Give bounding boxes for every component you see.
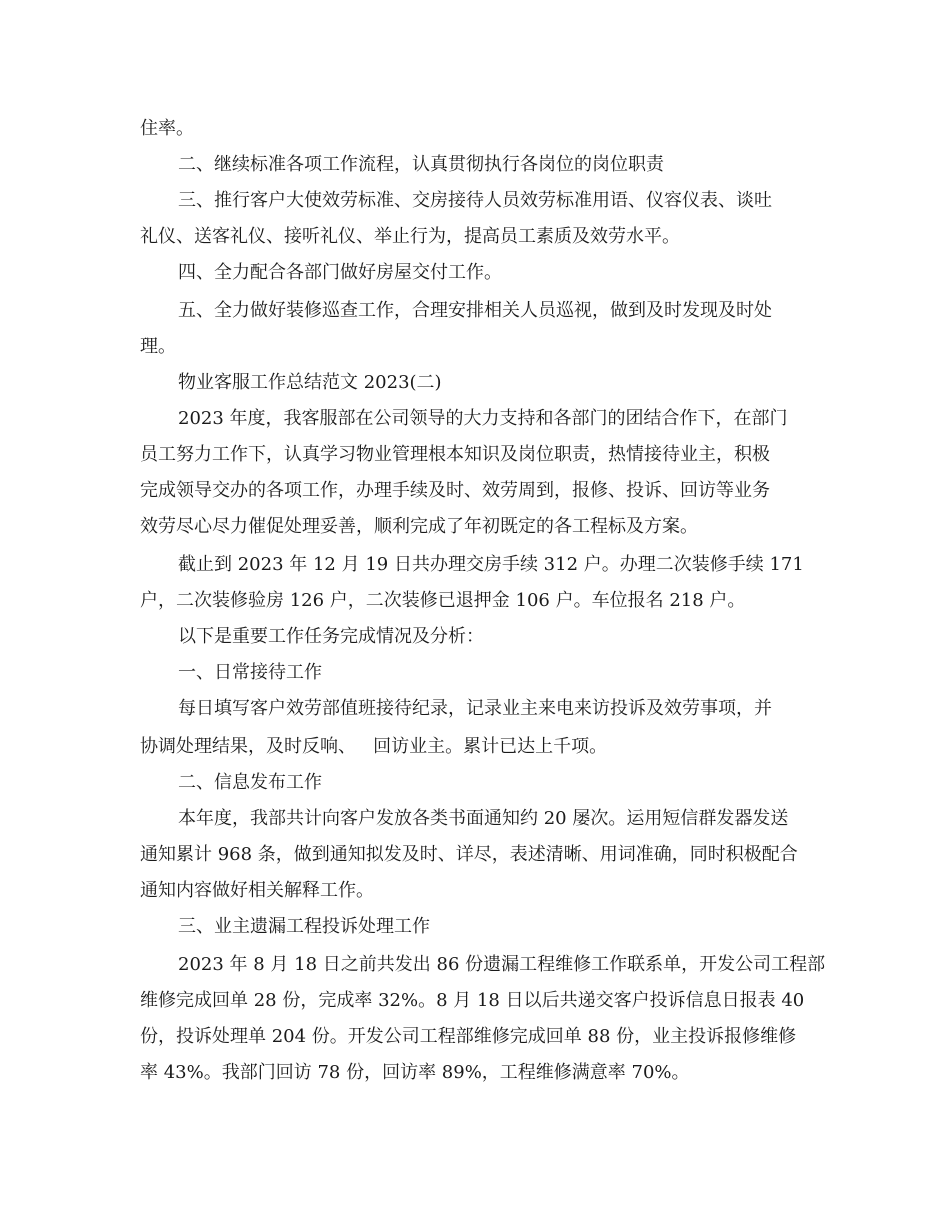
text-line: 四、全力配合各部门做好房屋交付工作。 [178,262,502,283]
text-line: 本年度，我部共计向客户发放各类书面通知约 20 屡次。运用短信群发器发送 [178,808,789,829]
text-line: 截止到 2023 年 12 月 19 日共办理交房手续 312 户。办理二次装修手续 171 [178,554,804,575]
text-line: 率 43%。我部门回访 78 份，回访率 89%，工程维修满意率 70%。 [140,1062,690,1083]
text-line: 维修完成回单 28 份，完成率 32%。8 月 18 日以后共递交客户投诉信息日报表 40 [140,990,805,1011]
text-line: 通知累计 968 条，做到通知拟发及时、详尽，表述清晰、用词准确，同时积极配合 [140,844,798,865]
text-line: 户，二次装修验房 126 户，二次装修已退押金 106 户。车位报名 218 户。 [140,590,746,611]
text-line: 协调处理结果，及时反响、 回访业主。累计已达上千项。 [140,736,608,757]
text-line: 理。 [140,336,176,357]
subsection-heading: 三、业主遗漏工程投诉处理工作 [178,916,430,937]
text-line: 每日填写客户效劳部值班接待纪录，记录业主来电来访投诉及效劳事项，并 [178,698,772,719]
text-line: 住率。 [140,118,194,139]
text-line: 效劳尽心尽力催促处理妥善，顺利完成了年初既定的各工程标及方案。 [140,516,698,537]
section-title: 物业客服工作总结范文 2023(二) [178,372,442,393]
text-line: 份，投诉处理单 204 份。开发公司工程部维修完成回单 88 份，业主投诉报修维修 [140,1026,797,1047]
text-line: 2023 年度，我客服部在公司领导的大力支持和各部门的团结合作下，在部门 [178,408,788,429]
subsection-heading: 一、日常接待工作 [178,662,322,683]
text-line: 2023 年 8 月 18 日之前共发出 86 份遗漏工程维修工作联系单，开发公司工程部 [178,954,826,975]
text-line: 完成领导交办的各项工作，办理手续及时、效劳周到，报修、投诉、回访等业务 [140,480,770,501]
text-line: 三、推行客户大使效劳标准、交房接待人员效劳标准用语、仪容仪表、谈吐 [178,190,772,211]
text-line: 以下是重要工作任务完成情况及分析： [178,626,484,647]
text-line: 二、继续标准各项工作流程，认真贯彻执行各岗位的岗位职责 [178,154,664,175]
text-line: 五、全力做好装修巡查工作，合理安排相关人员巡视，做到及时发现及时处 [178,300,772,321]
text-line: 员工努力工作下，认真学习物业管理根本知识及岗位职责，热情接待业主，积极 [140,444,770,465]
text-line: 通知内容做好相关解释工作。 [140,880,374,901]
subsection-heading: 二、信息发布工作 [178,772,322,793]
text-line: 礼仪、送客礼仪、接听礼仪、举止行为，提高员工素质及效劳水平。 [140,226,680,247]
